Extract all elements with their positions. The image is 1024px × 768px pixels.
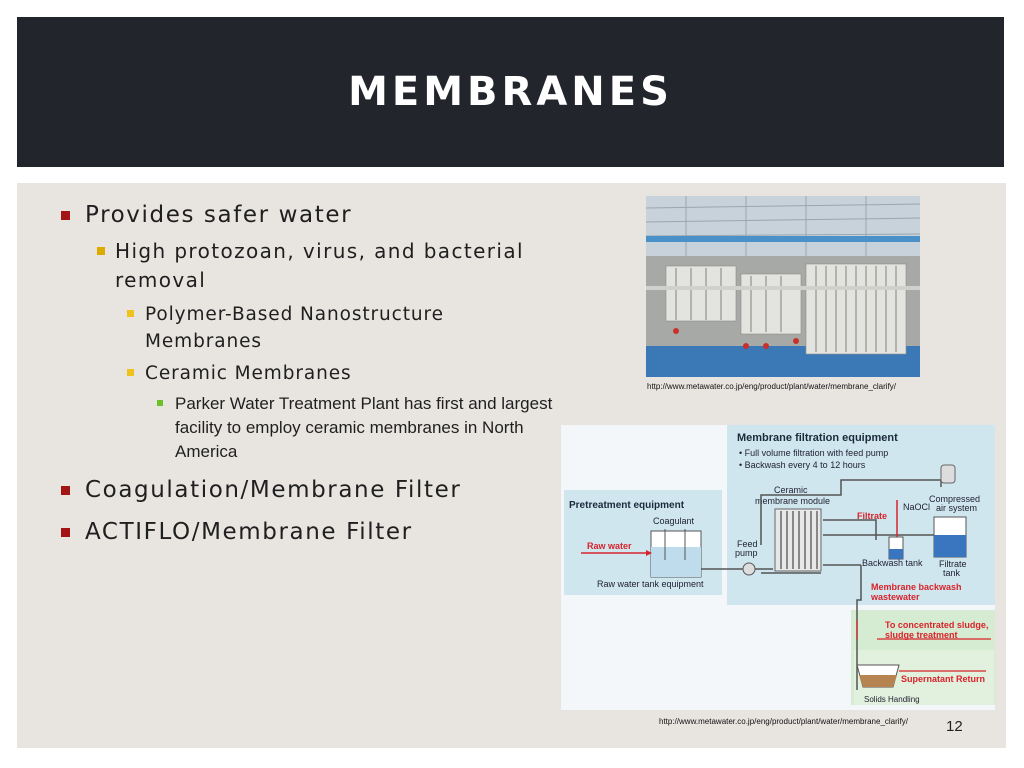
- raw-water-tank-icon: [651, 529, 701, 577]
- note-1: • Full volume filtration with feed pump: [739, 448, 889, 458]
- slide-title: MEMBRANES: [348, 69, 673, 115]
- feed-label-2: pump: [735, 548, 758, 558]
- pretreatment-label: Pretreatment equipment: [569, 500, 685, 511]
- membrane-plant-photo: [646, 196, 920, 377]
- feed-label-1: Feed: [737, 539, 758, 549]
- raw-water-label: Raw water: [587, 541, 632, 551]
- supernatant-label: Supernatant Return: [901, 674, 986, 684]
- square-bullet-icon: [127, 310, 134, 317]
- solids-label: Solids Handling: [864, 695, 920, 704]
- ceramic-label-2: membrane module: [755, 496, 831, 506]
- page-number: 12: [946, 718, 963, 735]
- bullet-text: Ceramic Membranes: [145, 363, 352, 384]
- bullet-actiflo: [57, 518, 557, 546]
- filtrate-tank-label-1: Filtrate: [939, 559, 967, 569]
- photo-source-caption: http://www.metawater.co.jp/eng/product/plant/water/membrane_clarify/: [647, 382, 897, 391]
- square-bullet-icon: [157, 400, 163, 406]
- membrane-filtration-diagram: [561, 425, 995, 710]
- bullet-text: Coagulation/Membrane Filter: [85, 477, 462, 503]
- diagram-source-caption: http://www.metawater.co.jp/eng/product/plant/water/membrane_clarify/: [659, 717, 909, 726]
- title-bar: [17, 17, 1004, 167]
- square-bullet-icon: [61, 211, 70, 220]
- filtrate-label: Filtrate: [857, 511, 888, 521]
- ceramic-label-1: Ceramic: [774, 485, 808, 495]
- filtrate-tank-icon: [934, 517, 966, 557]
- square-bullet-icon: [61, 528, 70, 537]
- bullet-polymer: [57, 301, 557, 355]
- bullet-ceramic: [57, 360, 557, 387]
- backwash-tank-label: Backwash tank: [862, 558, 923, 568]
- ceramic-membrane-module-icon: [775, 509, 821, 571]
- sludge-label-1: To concentrated sludge,: [885, 620, 989, 630]
- bullet-text: Parker Water Treatment Plant has first and largest facility to employ ceramic membranes in North America: [175, 394, 553, 461]
- note-2: • Backwash every 4 to 12 hours: [739, 460, 866, 470]
- square-bullet-icon: [97, 247, 105, 255]
- raw-tank-label: Raw water tank equipment: [597, 579, 704, 589]
- sludge-label-2: sludge treatment: [885, 630, 958, 640]
- square-bullet-icon: [61, 486, 70, 495]
- bullet-text: High protozoan, virus, and bacterial removal: [115, 239, 524, 292]
- backwash-tank-icon: [889, 537, 903, 559]
- compressed-label-2: air system: [936, 503, 978, 513]
- bullet-removal: [57, 237, 557, 295]
- feed-pump-icon: [743, 563, 755, 575]
- backwash-ww-label-2: wastewater: [871, 592, 920, 602]
- compressed-air-icon: [941, 465, 955, 483]
- bullet-text: Polymer-Based Nanostructure Membranes: [145, 304, 444, 352]
- naocl-label: NaOCl: [903, 502, 931, 512]
- bullet-text: ACTIFLO/Membrane Filter: [85, 519, 413, 545]
- backwash-ww-label-1: Membrane backwash: [871, 582, 962, 592]
- compressed-label-1: Compressed: [929, 494, 981, 504]
- bullet-parker: [57, 392, 557, 464]
- bullet-text: Provides safer water: [85, 202, 353, 228]
- coagulant-label: Coagulant: [653, 516, 695, 526]
- bullet-list: [57, 201, 557, 554]
- bullet-safer-water: [57, 201, 557, 229]
- filtrate-tank-label-2: tank: [943, 568, 961, 578]
- bullet-coagulation: [57, 476, 557, 504]
- solids-handling-tank-icon: [857, 665, 899, 687]
- square-bullet-icon: [127, 369, 134, 376]
- membrane-title: Membrane filtration equipment: [737, 432, 898, 444]
